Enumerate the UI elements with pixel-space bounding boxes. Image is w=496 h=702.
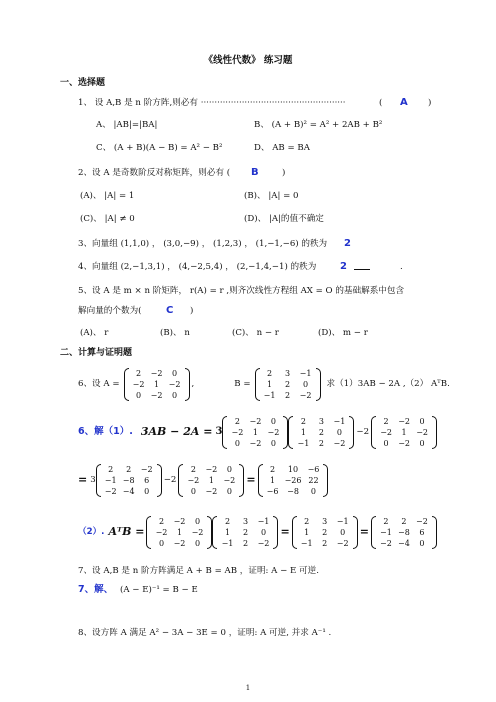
matrix-cell: −2 bbox=[398, 438, 410, 448]
matrix-cell: −2 bbox=[416, 516, 428, 526]
matrix-cell: −2 bbox=[168, 379, 181, 389]
matrix-cell: −1 bbox=[104, 475, 117, 485]
matrix-row bbox=[294, 427, 348, 438]
q6-eq: = bbox=[78, 473, 88, 487]
matrix-row bbox=[377, 538, 431, 549]
q6-part2-expr: AᵀB = bbox=[108, 525, 145, 539]
matrix-cell: 0 bbox=[158, 538, 165, 548]
matrix-cell: 0 bbox=[419, 416, 425, 426]
matrix-cell: −2 bbox=[257, 538, 270, 548]
matrix-cell: 1 bbox=[300, 427, 306, 437]
matrix-cell: −1 bbox=[263, 390, 276, 400]
matrix-cell: −4 bbox=[122, 486, 135, 496]
q6-coef-3: 3 bbox=[215, 426, 223, 437]
matrix-row bbox=[261, 368, 315, 379]
q2-option-d: (D)、 |A|的值不确定 bbox=[244, 214, 324, 224]
matrix-ab bbox=[96, 464, 162, 497]
q6-statement bbox=[78, 362, 450, 406]
page-number: 1 bbox=[245, 684, 251, 692]
q5-option-c: (C)、 n − r bbox=[232, 328, 279, 338]
matrix-cell: 2 bbox=[318, 427, 324, 437]
matrix-row bbox=[184, 486, 238, 497]
matrix-cell: 1 bbox=[266, 379, 273, 389]
q7-solution-label: 7、解、 bbox=[78, 584, 114, 595]
q6-eq4: = bbox=[359, 525, 369, 539]
matrix-cell: 0 bbox=[144, 486, 150, 496]
matrix-b-copy3 bbox=[292, 516, 358, 549]
matrix-cell: −2 bbox=[333, 438, 346, 448]
matrix-b-copy bbox=[288, 416, 354, 449]
matrix-cell: −2 bbox=[267, 427, 280, 437]
matrix-cell: −2 bbox=[299, 390, 312, 400]
matrix-cell: 0 bbox=[226, 486, 232, 496]
matrix-cell: 2 bbox=[304, 516, 310, 526]
matrix-row bbox=[264, 486, 323, 497]
matrix-cell: 0 bbox=[383, 438, 389, 448]
matrix-cell: −1 bbox=[297, 438, 310, 448]
q5-answer: C bbox=[166, 305, 174, 316]
matrix-cell: −2 bbox=[249, 438, 262, 448]
matrix-cell: 0 bbox=[419, 438, 425, 448]
matrix-cell: 2 bbox=[318, 438, 324, 448]
matrix-cell: 2 bbox=[401, 516, 407, 526]
matrix-row bbox=[298, 516, 352, 527]
matrix-cell: −1 bbox=[380, 527, 392, 537]
matrix-cell: 0 bbox=[171, 368, 178, 378]
q2-paren-right: ) bbox=[282, 168, 286, 178]
q2-stem: 2、设 A 是奇数阶反对称矩阵，则必有 ( bbox=[78, 168, 231, 178]
document-title: 《线性代数》 练习题 bbox=[203, 55, 293, 66]
matrix-a-copy bbox=[222, 416, 288, 449]
matrix-cell: −2 bbox=[380, 427, 392, 437]
matrix-cell: −2 bbox=[191, 527, 204, 537]
q5-line2: 解向量的个数为( bbox=[78, 306, 142, 316]
matrix-cell: −1 bbox=[257, 516, 270, 526]
matrix-cell: 6 bbox=[144, 475, 150, 485]
matrix-row bbox=[184, 475, 238, 486]
q6-solution-label: 6、解（1）. bbox=[78, 426, 133, 438]
q1-paren-right: ) bbox=[428, 98, 432, 108]
matrix-row bbox=[261, 390, 315, 401]
matrix-cell: 6 bbox=[419, 527, 425, 537]
q4-answer-underline bbox=[354, 261, 370, 273]
matrix-cell: −2 bbox=[336, 538, 349, 548]
q2-answer: B bbox=[251, 167, 259, 178]
q2-option-a: (A)、 |A| = 1 bbox=[80, 191, 135, 201]
q4-text: 4、向量组 (2,−1,3,1) ， (4,−2,5,4) ， (2,−1,4,−1) 的秩为 bbox=[78, 262, 317, 272]
matrix-cell: −1 bbox=[336, 516, 349, 526]
matrix-cell: 0 bbox=[310, 486, 317, 496]
matrix-row bbox=[152, 538, 206, 549]
matrix-at bbox=[146, 516, 212, 549]
matrix-cell: −2 bbox=[140, 464, 153, 474]
matrix-cell: 3 bbox=[242, 516, 249, 526]
q6-solution-line2 bbox=[78, 458, 328, 502]
matrix-cell: 0 bbox=[270, 438, 276, 448]
matrix-cell: 10 bbox=[287, 464, 299, 474]
q4-answer: 2 bbox=[340, 261, 347, 272]
matrix-cell: 0 bbox=[190, 486, 196, 496]
q6-eq2: = bbox=[246, 473, 256, 487]
matrix-cell: −2 bbox=[155, 527, 168, 537]
matrix-row bbox=[102, 464, 156, 475]
matrix-row bbox=[298, 538, 352, 549]
section-calc-heading: 二、计算与证明题 bbox=[60, 348, 133, 358]
q5-option-a: (A)、 r bbox=[80, 328, 109, 338]
q1-stem: 1、 设 A,B 是 n 阶方阵,则必有 ····················································· bbox=[78, 98, 346, 108]
matrix-cell: −2 bbox=[132, 379, 145, 389]
matrix-cell: −2 bbox=[187, 475, 200, 485]
matrix-cell: 0 bbox=[194, 538, 201, 548]
matrix-cell: 2 bbox=[383, 416, 389, 426]
q5-paren-right: ) bbox=[190, 306, 194, 316]
matrix-cell: 1 bbox=[208, 475, 214, 485]
matrix-cell: 2 bbox=[158, 516, 165, 526]
q1-answer: A bbox=[400, 97, 408, 108]
matrix-row bbox=[377, 438, 431, 449]
matrix-cell: 0 bbox=[171, 390, 178, 400]
matrix-row bbox=[102, 475, 156, 486]
matrix-cell: 2 bbox=[322, 527, 328, 537]
q1-option-d: D、 AB = BA bbox=[254, 143, 310, 153]
matrix-cell: 2 bbox=[190, 464, 196, 474]
matrix-cell: 0 bbox=[226, 464, 232, 474]
matrix-cell: 3 bbox=[322, 516, 328, 526]
matrix-a-copy3 bbox=[178, 464, 244, 497]
matrix-row bbox=[152, 516, 206, 527]
matrix-cell: −6 bbox=[307, 464, 320, 474]
matrix-cell: 2 bbox=[108, 464, 114, 474]
q5-option-b: (B)、 n bbox=[160, 328, 190, 338]
matrix-row bbox=[294, 438, 348, 449]
matrix-cell: −1 bbox=[300, 538, 313, 548]
matrix-cell: −2 bbox=[104, 486, 117, 496]
matrix-cell: 1 bbox=[270, 475, 276, 485]
q3-text: 3、向量组 (1,1,0) ， (3,0,−9) ， (1,2,3) ， (1,−1,−6) 的秩为 bbox=[78, 239, 328, 249]
q1-option-b: B、 (A + B)² = A² + 2AB + B² bbox=[254, 120, 383, 130]
matrix-cell: −2 bbox=[231, 427, 244, 437]
matrix-cell: 0 bbox=[260, 527, 267, 537]
matrix-row bbox=[102, 486, 156, 497]
matrix-cell: 2 bbox=[224, 516, 231, 526]
matrix-cell: 2 bbox=[322, 538, 328, 548]
matrix-row bbox=[130, 368, 184, 379]
matrix-cell: −2 bbox=[173, 516, 186, 526]
q4-period: . bbox=[400, 262, 403, 272]
matrix-row bbox=[218, 527, 272, 538]
q1-option-c: C、 (A + B)(A − B) = A² − B² bbox=[96, 143, 223, 153]
q7-solution: (A − E)⁻¹ = B − E bbox=[120, 585, 198, 595]
matrix-row bbox=[377, 416, 431, 427]
matrix-cell: −2 bbox=[173, 538, 186, 548]
matrix-cell: 2 bbox=[242, 538, 249, 548]
matrix-row bbox=[377, 516, 431, 527]
matrix-cell: −2 bbox=[205, 486, 218, 496]
matrix-cell: 22 bbox=[308, 475, 319, 485]
matrix-row bbox=[294, 416, 348, 427]
matrix-cell: 0 bbox=[194, 516, 201, 526]
q6-minus-2b: −2 bbox=[163, 474, 177, 485]
matrix-cell: 2 bbox=[300, 416, 306, 426]
q2-option-c: (C)、 |A| ≠ 0 bbox=[80, 214, 135, 224]
matrix-cell: 0 bbox=[270, 416, 276, 426]
matrix-cell: −26 bbox=[284, 475, 302, 485]
matrix-b bbox=[255, 368, 321, 401]
matrix-cell: −2 bbox=[150, 390, 163, 400]
matrix-cell: −1 bbox=[221, 538, 234, 548]
matrix-cell: 1 bbox=[176, 527, 183, 537]
matrix-a bbox=[124, 368, 190, 401]
matrix-row bbox=[264, 464, 323, 475]
matrix-result2 bbox=[371, 516, 437, 549]
matrix-cell: 0 bbox=[340, 527, 346, 537]
matrix-cell: 1 bbox=[401, 427, 407, 437]
matrix-row bbox=[228, 427, 282, 438]
matrix-row bbox=[228, 438, 282, 449]
q1-option-a: A、 |AB|=|BA| bbox=[96, 120, 158, 130]
q6-coef-3b: 3 bbox=[90, 474, 96, 485]
q6-solution-line1 bbox=[78, 410, 437, 454]
matrix-cell: 1 bbox=[224, 527, 231, 537]
matrix-cell: 2 bbox=[242, 527, 249, 537]
matrix-cell: 2 bbox=[266, 368, 273, 378]
matrix-row bbox=[130, 390, 184, 401]
matrix-cell: 3 bbox=[318, 416, 324, 426]
q6-minus-2: −2 bbox=[356, 426, 370, 437]
matrix-cell: 2 bbox=[135, 368, 142, 378]
matrix-cell: 1 bbox=[153, 379, 160, 389]
matrix-row bbox=[261, 379, 315, 390]
matrix-cell: 3 bbox=[284, 368, 291, 378]
matrix-cell: −8 bbox=[122, 475, 135, 485]
q6-part2-label: （2）. bbox=[78, 526, 105, 537]
matrix-b-copy2 bbox=[212, 516, 278, 549]
q7-text: 7、设 A,B 是 n 阶方阵满足 A + B = AB ，证明: A − E 可逆. bbox=[78, 566, 319, 576]
matrix-row bbox=[152, 527, 206, 538]
matrix-cell: 0 bbox=[302, 379, 309, 389]
matrix-cell: −2 bbox=[380, 538, 392, 548]
q5-option-d: (D)、 m − r bbox=[318, 328, 368, 338]
matrix-row bbox=[377, 427, 431, 438]
matrix-cell: −2 bbox=[398, 416, 410, 426]
matrix-row bbox=[298, 527, 352, 538]
matrix-cell: −1 bbox=[333, 416, 346, 426]
q6-b-label: B = bbox=[234, 378, 251, 389]
matrix-cell: 1 bbox=[252, 427, 258, 437]
matrix-cell: 2 bbox=[234, 416, 240, 426]
matrix-cell: 0 bbox=[135, 390, 142, 400]
q6-solution-expr: 3AB − 2A = bbox=[140, 425, 213, 439]
matrix-row bbox=[264, 475, 323, 486]
matrix-cell: 0 bbox=[419, 538, 425, 548]
matrix-cell: 2 bbox=[270, 464, 276, 474]
q6-comma: , bbox=[191, 378, 195, 389]
q6-eq3: = bbox=[280, 525, 290, 539]
matrix-cell: −2 bbox=[205, 464, 218, 474]
q6-question: 求（1）3AB − 2A ,（2） AᵀB. bbox=[326, 378, 450, 389]
q1-paren-left: ( bbox=[379, 98, 383, 108]
matrix-cell: 2 bbox=[284, 379, 291, 389]
q3-answer: 2 bbox=[344, 238, 351, 249]
matrix-row bbox=[377, 527, 431, 538]
q5-line1: 5、设 A 是 m × n 阶矩阵， r(A) = r ,则齐次线性方程组 AX = O 的基础解系中包含 bbox=[78, 286, 405, 296]
matrix-cell: 1 bbox=[304, 527, 310, 537]
matrix-cell: −8 bbox=[398, 527, 410, 537]
q6-solution-part2 bbox=[78, 510, 437, 554]
matrix-cell: −2 bbox=[249, 416, 262, 426]
matrix-cell: −4 bbox=[398, 538, 410, 548]
q2-option-b: (B)、 |A| = 0 bbox=[244, 191, 299, 201]
matrix-cell: 2 bbox=[383, 516, 389, 526]
matrix-cell: 2 bbox=[284, 390, 291, 400]
matrix-cell: −1 bbox=[299, 368, 312, 378]
matrix-cell: −6 bbox=[266, 486, 279, 496]
matrix-cell: −2 bbox=[416, 427, 428, 437]
matrix-result1 bbox=[258, 464, 329, 497]
matrix-row bbox=[184, 464, 238, 475]
matrix-a-copy2 bbox=[371, 416, 437, 449]
matrix-row bbox=[218, 516, 272, 527]
q8-text: 8、设方阵 A 满足 A² − 3A − 3E = 0 ，证明: A 可逆, 并求 A⁻¹ . bbox=[78, 628, 332, 638]
section-choice-heading: 一、选择题 bbox=[60, 78, 106, 88]
matrix-row bbox=[218, 538, 272, 549]
matrix-row bbox=[228, 416, 282, 427]
q6-prefix: 6、设 A = bbox=[78, 378, 120, 389]
matrix-cell: 2 bbox=[126, 464, 132, 474]
matrix-cell: 0 bbox=[234, 438, 240, 448]
matrix-row bbox=[130, 379, 184, 390]
matrix-cell: −2 bbox=[150, 368, 163, 378]
matrix-cell: −2 bbox=[223, 475, 236, 485]
matrix-cell: 0 bbox=[336, 427, 342, 437]
matrix-cell: −8 bbox=[287, 486, 299, 496]
